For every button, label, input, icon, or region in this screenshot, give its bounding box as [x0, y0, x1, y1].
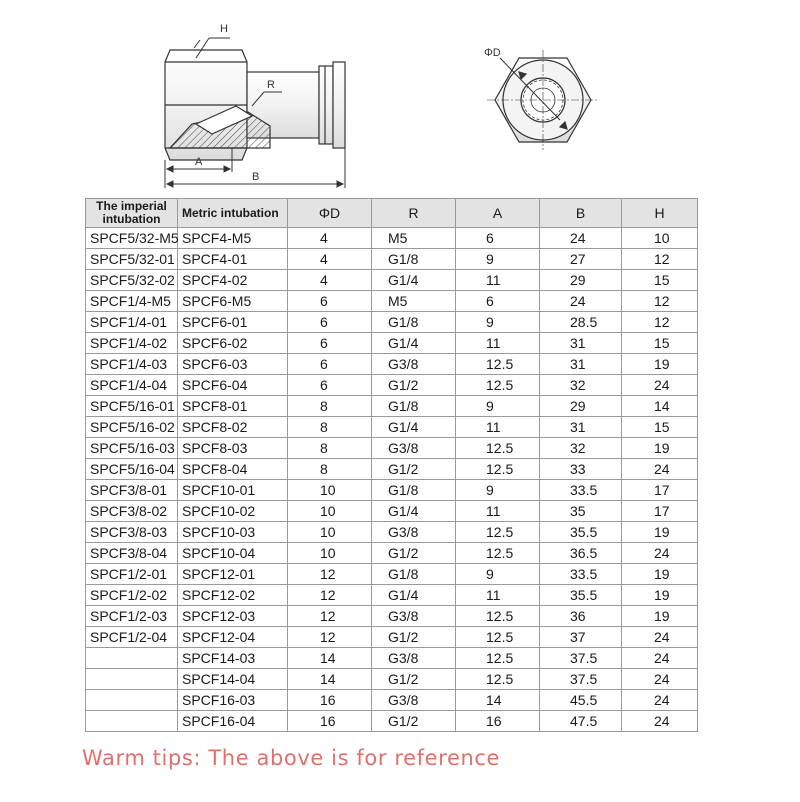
a-value: 16	[456, 711, 540, 732]
r-value: G3/8	[372, 522, 456, 543]
imperial-model: SPCF5/16-04	[86, 459, 178, 480]
header-h: H	[622, 199, 698, 228]
a-value: 12.5	[456, 375, 540, 396]
metric-model: SPCF6-M5	[178, 291, 288, 312]
a-value: 9	[456, 312, 540, 333]
b-value: 29	[540, 270, 622, 291]
table-row	[86, 522, 698, 543]
h-value: 15	[622, 270, 698, 291]
metric-model: SPCF8-01	[178, 396, 288, 417]
diameter-label: ΦD	[484, 47, 501, 59]
imperial-model: SPCF3/8-01	[86, 480, 178, 501]
a-value: 9	[456, 396, 540, 417]
table-row	[86, 627, 698, 648]
a-value: 12.5	[456, 522, 540, 543]
a-value: 11	[456, 501, 540, 522]
h-value: 19	[622, 354, 698, 375]
table-row	[86, 606, 698, 627]
a-value: 14	[456, 690, 540, 711]
a-value: 12.5	[456, 627, 540, 648]
table-row	[86, 564, 698, 585]
h-value: 24	[622, 459, 698, 480]
b-value: 33.5	[540, 480, 622, 501]
h-value: 19	[622, 522, 698, 543]
h-value: 24	[622, 711, 698, 732]
b-value: 24	[540, 291, 622, 312]
table-row	[86, 438, 698, 459]
b-value: 28.5	[540, 312, 622, 333]
diameter-value: 16	[288, 711, 372, 732]
metric-model: SPCF4-01	[178, 249, 288, 270]
h-value: 19	[622, 606, 698, 627]
b-value: 31	[540, 333, 622, 354]
h-value: 14	[622, 396, 698, 417]
imperial-model: SPCF1/2-02	[86, 585, 178, 606]
table-row	[86, 501, 698, 522]
diameter-value: 8	[288, 396, 372, 417]
b-value: 37.5	[540, 669, 622, 690]
imperial-model	[86, 711, 178, 732]
a-value: 12.5	[456, 543, 540, 564]
imperial-model: SPCF3/8-02	[86, 501, 178, 522]
table-row	[86, 690, 698, 711]
header-diameter: ΦD	[288, 199, 372, 228]
a-value: 9	[456, 480, 540, 501]
imperial-model: SPCF1/2-03	[86, 606, 178, 627]
r-value: G3/8	[372, 690, 456, 711]
header-metric: Metric intubation	[178, 199, 288, 228]
metric-model: SPCF12-03	[178, 606, 288, 627]
metric-model: SPCF16-03	[178, 690, 288, 711]
table-row	[86, 312, 698, 333]
metric-model: SPCF12-04	[178, 627, 288, 648]
r-value: G1/4	[372, 333, 456, 354]
metric-model: SPCF14-04	[178, 669, 288, 690]
a-value: 12.5	[456, 459, 540, 480]
b-value: 29	[540, 396, 622, 417]
r-value: G3/8	[372, 354, 456, 375]
diameter-value: 6	[288, 291, 372, 312]
table-row	[86, 648, 698, 669]
imperial-model: SPCF1/4-04	[86, 375, 178, 396]
side-view	[165, 50, 345, 160]
metric-model: SPCF6-04	[178, 375, 288, 396]
metric-model: SPCF6-02	[178, 333, 288, 354]
table-header-row	[86, 199, 698, 228]
diameter-value: 4	[288, 249, 372, 270]
b-value: 27	[540, 249, 622, 270]
diameter-value: 4	[288, 228, 372, 249]
a-value: 12.5	[456, 648, 540, 669]
header-a: A	[456, 199, 540, 228]
table-row	[86, 249, 698, 270]
b-value: 37	[540, 627, 622, 648]
imperial-model: SPCF5/16-02	[86, 417, 178, 438]
h-value: 12	[622, 291, 698, 312]
imperial-model: SPCF1/4-M5	[86, 291, 178, 312]
h-label: H	[220, 23, 228, 35]
diameter-value: 8	[288, 417, 372, 438]
diameter-value: 6	[288, 354, 372, 375]
a-value: 11	[456, 585, 540, 606]
diameter-value: 8	[288, 438, 372, 459]
table-row	[86, 480, 698, 501]
spec-table	[85, 198, 698, 732]
metric-model: SPCF10-04	[178, 543, 288, 564]
r-value: G1/8	[372, 396, 456, 417]
diameter-value: 10	[288, 543, 372, 564]
a-value: 9	[456, 564, 540, 585]
table-row	[86, 711, 698, 732]
metric-model: SPCF8-02	[178, 417, 288, 438]
metric-model: SPCF4-02	[178, 270, 288, 291]
table-row	[86, 291, 698, 312]
b-label: B	[252, 171, 260, 183]
diameter-value: 8	[288, 459, 372, 480]
metric-model: SPCF4-M5	[178, 228, 288, 249]
h-value: 24	[622, 543, 698, 564]
table-row	[86, 354, 698, 375]
h-value: 15	[622, 333, 698, 354]
r-value: G1/8	[372, 249, 456, 270]
metric-model: SPCF6-01	[178, 312, 288, 333]
diameter-value: 12	[288, 606, 372, 627]
h-value: 10	[622, 228, 698, 249]
diameter-value: 12	[288, 564, 372, 585]
r-value: G1/8	[372, 564, 456, 585]
table-row	[86, 459, 698, 480]
b-value: 36	[540, 606, 622, 627]
imperial-model: SPCF5/32-M5	[86, 228, 178, 249]
diameter-value: 10	[288, 522, 372, 543]
r-value: G1/2	[372, 543, 456, 564]
h-value: 17	[622, 501, 698, 522]
h-value: 24	[622, 669, 698, 690]
diameter-value: 10	[288, 480, 372, 501]
metric-model: SPCF6-03	[178, 354, 288, 375]
imperial-model: SPCF5/16-01	[86, 396, 178, 417]
h-value: 24	[622, 375, 698, 396]
imperial-model: SPCF1/2-04	[86, 627, 178, 648]
diameter-value: 10	[288, 501, 372, 522]
fitting-technical-drawing	[0, 0, 800, 200]
r-value: G1/4	[372, 417, 456, 438]
metric-model: SPCF10-02	[178, 501, 288, 522]
header-r: R	[372, 199, 456, 228]
a-value: 11	[456, 417, 540, 438]
h-value: 19	[622, 438, 698, 459]
imperial-model	[86, 690, 178, 711]
b-value: 47.5	[540, 711, 622, 732]
metric-model: SPCF12-01	[178, 564, 288, 585]
b-value: 35	[540, 501, 622, 522]
table-row	[86, 396, 698, 417]
h-value: 17	[622, 480, 698, 501]
b-value: 35.5	[540, 522, 622, 543]
b-value: 33.5	[540, 564, 622, 585]
r-value: G1/8	[372, 312, 456, 333]
imperial-model: SPCF5/32-02	[86, 270, 178, 291]
diameter-value: 12	[288, 627, 372, 648]
table-row	[86, 228, 698, 249]
b-value: 35.5	[540, 585, 622, 606]
imperial-model: SPCF1/4-03	[86, 354, 178, 375]
b-value: 37.5	[540, 648, 622, 669]
table-row	[86, 270, 698, 291]
a-label: A	[195, 156, 203, 168]
imperial-model: SPCF5/16-03	[86, 438, 178, 459]
diameter-value: 16	[288, 690, 372, 711]
a-value: 12.5	[456, 438, 540, 459]
h-value: 24	[622, 648, 698, 669]
a-value: 6	[456, 291, 540, 312]
imperial-model	[86, 648, 178, 669]
reference-tip: Warm tips: The above is for reference	[82, 746, 501, 770]
r-value: M5	[372, 291, 456, 312]
r-value: G1/2	[372, 711, 456, 732]
imperial-model: SPCF1/2-01	[86, 564, 178, 585]
h-value: 19	[622, 585, 698, 606]
header-imperial	[86, 199, 178, 228]
imperial-model: SPCF3/8-04	[86, 543, 178, 564]
metric-model: SPCF8-03	[178, 438, 288, 459]
metric-model: SPCF14-03	[178, 648, 288, 669]
r-value: G1/8	[372, 480, 456, 501]
a-value: 6	[456, 228, 540, 249]
table-row	[86, 333, 698, 354]
r-value: G3/8	[372, 438, 456, 459]
imperial-model: SPCF1/4-01	[86, 312, 178, 333]
r-value: M5	[372, 228, 456, 249]
metric-model: SPCF10-01	[178, 480, 288, 501]
metric-model: SPCF16-04	[178, 711, 288, 732]
a-value: 9	[456, 249, 540, 270]
r-label: R	[267, 79, 275, 91]
r-value: G1/4	[372, 585, 456, 606]
diameter-value: 14	[288, 669, 372, 690]
r-value: G3/8	[372, 606, 456, 627]
table-row	[86, 669, 698, 690]
a-value: 12.5	[456, 606, 540, 627]
diameter-value: 6	[288, 312, 372, 333]
b-value: 45.5	[540, 690, 622, 711]
diameter-value: 12	[288, 585, 372, 606]
end-view	[487, 50, 599, 150]
r-value: G3/8	[372, 648, 456, 669]
imperial-model: SPCF5/32-01	[86, 249, 178, 270]
header-imperial-line2: intubation	[102, 212, 161, 226]
h-value: 12	[622, 249, 698, 270]
r-value: G1/2	[372, 459, 456, 480]
table-row	[86, 417, 698, 438]
b-value: 33	[540, 459, 622, 480]
h-value: 12	[622, 312, 698, 333]
header-imperial-line1: The imperial	[96, 199, 167, 213]
a-value: 12.5	[456, 354, 540, 375]
h-value: 19	[622, 564, 698, 585]
r-value: G1/2	[372, 669, 456, 690]
b-value: 36.5	[540, 543, 622, 564]
diameter-value: 6	[288, 333, 372, 354]
table-row	[86, 543, 698, 564]
header-b: B	[540, 199, 622, 228]
imperial-model: SPCF3/8-03	[86, 522, 178, 543]
b-value: 32	[540, 375, 622, 396]
h-value: 24	[622, 627, 698, 648]
b-value: 31	[540, 417, 622, 438]
r-value: G1/2	[372, 375, 456, 396]
table-row	[86, 375, 698, 396]
a-value: 11	[456, 333, 540, 354]
b-value: 24	[540, 228, 622, 249]
b-value: 32	[540, 438, 622, 459]
table-row	[86, 585, 698, 606]
imperial-model	[86, 669, 178, 690]
r-value: G1/4	[372, 501, 456, 522]
diameter-value: 6	[288, 375, 372, 396]
metric-model: SPCF8-04	[178, 459, 288, 480]
imperial-model: SPCF1/4-02	[86, 333, 178, 354]
r-value: G1/4	[372, 270, 456, 291]
metric-model: SPCF12-02	[178, 585, 288, 606]
r-value: G1/2	[372, 627, 456, 648]
b-value: 31	[540, 354, 622, 375]
h-value: 24	[622, 690, 698, 711]
diameter-value: 4	[288, 270, 372, 291]
a-value: 12.5	[456, 669, 540, 690]
a-value: 11	[456, 270, 540, 291]
diameter-value: 14	[288, 648, 372, 669]
metric-model: SPCF10-03	[178, 522, 288, 543]
h-value: 15	[622, 417, 698, 438]
table-body	[86, 228, 698, 732]
